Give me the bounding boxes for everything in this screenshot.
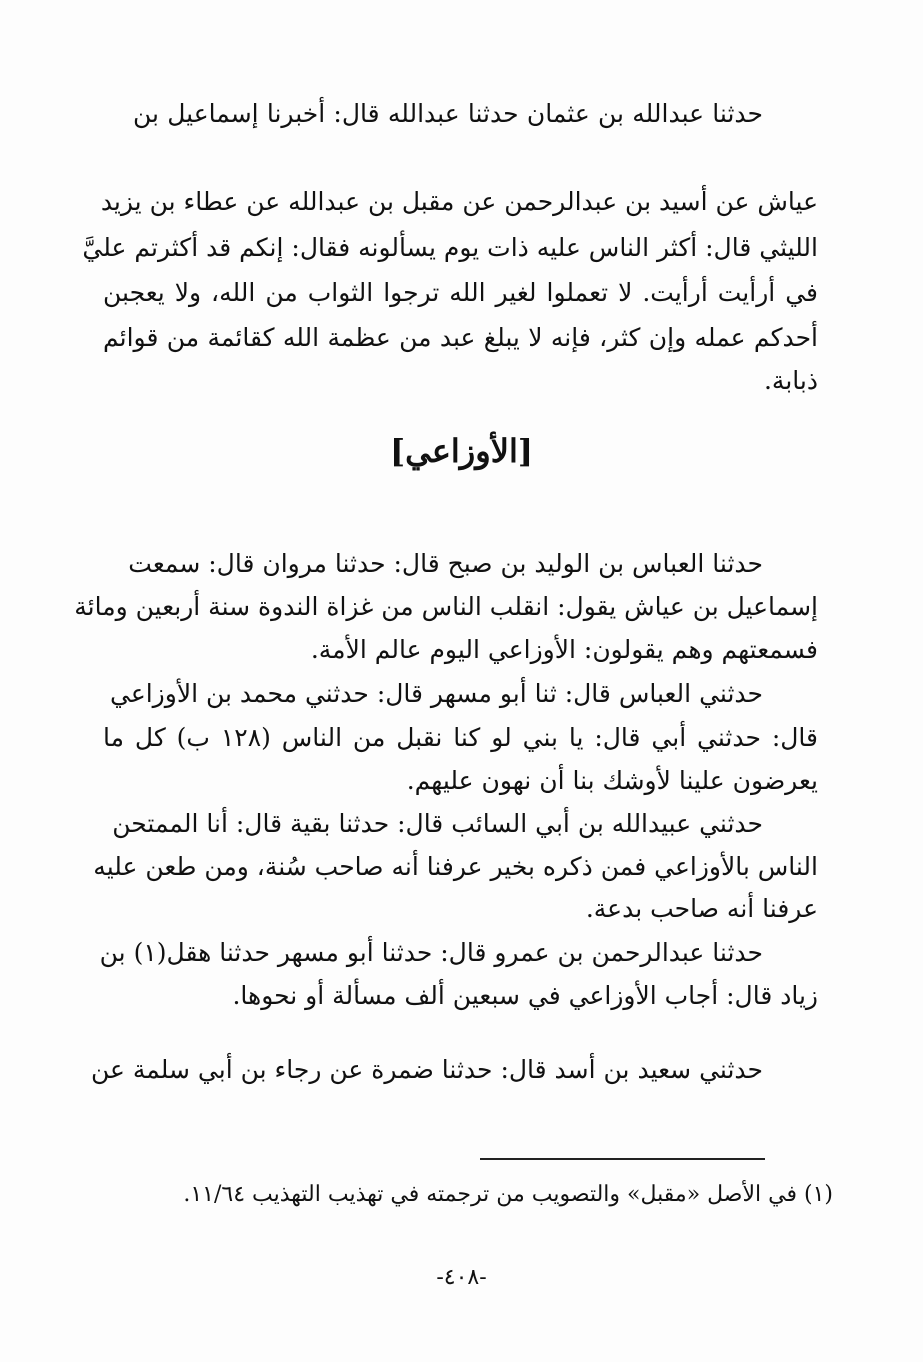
paragraph-4-line-3: عرفنا أنه صاحب بدعة. (585, 894, 818, 923)
paragraph-3-line-1: حدثني العباس قال: ثنا أبو مسهر قال: حدثني محمد بن الأوزاعي (109, 679, 763, 708)
footnote: (١) في الأصل «مقبل» والتصويب من ترجمته في تهذيب التهذيب ١١/٦٤. (183, 1182, 833, 1207)
paragraph-5-line-2: زياد قال: أجاب الأوزاعي في سبعين ألف مسألة أو نحوها. (232, 981, 818, 1010)
page-number: -٤٠٨- (436, 1265, 487, 1290)
paragraph-2-line-2: إسماعيل بن عياش يقول: انقلب الناس من غزاة الندوة سنة أربعين ومائة (74, 592, 818, 621)
paragraph-2-line-3: فسمعتهم وهم يقولون: الأوزاعي اليوم عالم الأمة. (310, 635, 818, 664)
paragraph-2-line-1: حدثنا العباس بن الوليد بن صبح قال: حدثنا مروان قال: سمعت (128, 549, 763, 578)
paragraph-1-line-3: في أرأيت أرأيت. لا تعملوا لغير الله ترجوا الثواب من الله، ولا يعجبن (103, 278, 818, 307)
paragraph-4-line-2: الناس بالأوزاعي فمن ذكره بخير عرفنا أنه صاحب سُنة، ومن طعن عليه (93, 852, 818, 881)
paragraph-3-line-2: قال: حدثني أبي قال: يا بني لو كنا نقبل من الناس (١٢٨ ب) كل ما (103, 723, 819, 752)
paragraph-6-line-1: حدثني سعيد بن أسد قال: حدثنا ضمرة عن رجاء بن أبي سلمة عن (91, 1055, 763, 1084)
paragraph-1-line-1: عياش عن أسيد بن عبدالرحمن عن مقبل بن عبدالله عن عطاء بن يزيد (100, 187, 818, 216)
paragraph-1-line-4: أحدكم عمله وإن كثر، فإنه لا يبلغ عبد من عظمة الله كقائمة من قوائم (103, 323, 818, 352)
paragraph-1-line-2: الليثي قال: أكثر الناس عليه ذات يوم يسألونه فقال: إنكم قد أكثرتم عليَّ (82, 233, 818, 262)
section-heading: [الأوزاعي] (390, 432, 533, 470)
top-text-line: حدثنا عبدالله بن عثمان حدثنا عبدالله قال: أخبرنا إسماعيل بن (133, 99, 763, 128)
paragraph-4-line-1: حدثني عبيدالله بن أبي السائب قال: حدثنا بقية قال: أنا الممتحن (112, 809, 763, 838)
paragraph-3-line-3: يعرضون علينا لأوشك بنا أن نهون عليهم. (406, 766, 818, 795)
footnote-divider (480, 1158, 765, 1160)
paragraph-1-line-5: ذبابة. (763, 366, 818, 395)
paragraph-5-line-1: حدثنا عبدالرحمن بن عمرو قال: حدثنا أبو مسهر حدثنا هقل(١) بن (99, 938, 763, 967)
